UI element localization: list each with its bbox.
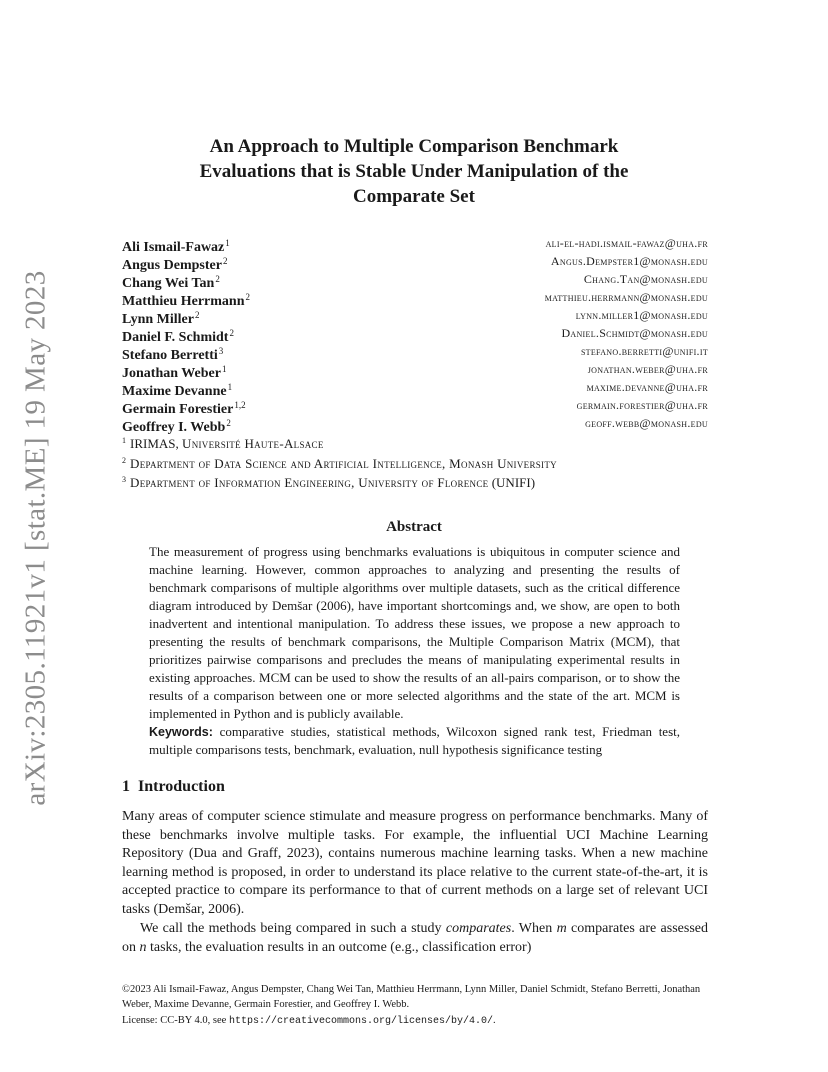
author-email[interactable]: stefano.berretti@unifi.it xyxy=(580,344,708,358)
paper-title xyxy=(120,134,708,209)
keywords-label: Keywords: xyxy=(149,725,213,739)
keywords xyxy=(149,723,680,759)
author-row xyxy=(122,234,708,255)
author-name: Angus Dempster$^2$ xyxy=(122,256,228,273)
keywords-text: comparative studies, statistical methods, Wilcoxon signed rank test, Friedman test, multiple comparisons tests, benchmark, evaluation, null hypothesis significance testing xyxy=(149,724,680,757)
author-row xyxy=(122,342,708,363)
affiliation-2: $^2$ Department of Data Science and Artificial Intelligence, Monash University xyxy=(122,456,557,471)
author-name: Chang Wei Tan$^2$ xyxy=(122,274,220,291)
author-affil-sup: 2 xyxy=(226,418,231,428)
section-title: Introduction xyxy=(138,778,225,795)
section-heading xyxy=(122,778,225,796)
author-affil-sup: 2 xyxy=(229,328,234,338)
author-email[interactable]: lynn.miller1@monash.edu xyxy=(575,308,708,322)
section-number: 1 xyxy=(122,778,130,795)
author-affil-sup: 2 xyxy=(215,274,220,284)
intro-paragraph-2: We call the methods being compared in such a study comparates. When m comparates are assessed on n tasks, the evaluation results in an outcome (e.g., classification error) xyxy=(122,921,708,955)
author-name: Lynn Miller$^2$ xyxy=(122,310,200,327)
author-name: Geoffrey I. Webb$^2$ xyxy=(122,418,231,435)
author-name: Maxime Devanne$^1$ xyxy=(122,382,233,399)
author-affil-sup: 1 xyxy=(221,364,227,374)
author-affil-sup: 3 xyxy=(218,346,224,356)
author-email[interactable]: germain.forestier@uha.fr xyxy=(576,398,708,412)
title-line-1: An Approach to Multiple Comparison Benchmark xyxy=(209,136,619,157)
abstract-body: The measurement of progress using benchmarks evaluations is ubiquitous in computer science and machine learning. However, common approaches to analyzing and presenting the results of benchmark comparisons of multiple algorithms over multiple datasets, such as the critical difference diagram introduced by Demšar (2006), have important shortcomings and, we show, are open to both inadvertent and intentional manipulation. To address these issues, we propose a new approach to presenting the results of benchmark comparisons, the Multiple Comparison Matrix (MCM), that prioritizes pairwise comparisons and precludes the means of manipulating experimental results in existing approaches. MCM can be used to show the results of an all-pairs comparison, or to show the results of a comparison between one or more selected algorithms and the state of the art. MCM is implemented in Python and is publicly available. xyxy=(149,544,680,721)
author-name: Daniel F. Schmidt$^2$ xyxy=(122,328,234,345)
author-affil-sup: 2 xyxy=(222,256,228,266)
author-affil-sup: 1,2 xyxy=(234,400,246,410)
author-name: Ali Ismail-Fawaz$^1$ xyxy=(122,238,230,255)
intro-paragraph-1: Many areas of computer science stimulate and measure progress on performance benchmarks. Many of these benchmarks involve multiple tasks. For example, the influential UCI Machine Learning Repository (Dua and Graff, 2023), contains numerous machine learning tasks. When a new machine learning method is proposed, in order to understand its place relative to the current state-of-the-art, it is accepted practice to compare its performance to that of current methods on a large set of relevant UCI tasks (Demšar, 2006). xyxy=(122,809,708,917)
author-row xyxy=(122,270,708,291)
author-row xyxy=(122,396,708,417)
author-name: Stefano Berretti$^3$ xyxy=(122,346,224,363)
author-email[interactable]: Angus.Dempster1@monash.edu xyxy=(550,254,708,268)
author-email[interactable]: jonathan.weber@uha.fr xyxy=(587,362,708,376)
author-row xyxy=(122,360,708,381)
title-line-3: Comparate Set xyxy=(353,186,475,207)
copyright-notice: ©2023 Ali Ismail-Fawaz, Angus Dempster, Chang Wei Tan, Matthieu Herrmann, Lynn Miller, Daniel Schmidt, Stefano Berretti, Jonathan Weber, Maxime Devanne, Germain Forestier, and Geoffrey I. Webb. xyxy=(122,984,701,1010)
title-line-2: Evaluations that is Stable Under Manipulation of the xyxy=(199,161,629,182)
author-email[interactable]: geoff.webb@monash.edu xyxy=(585,416,708,430)
author-email[interactable]: maxime.devanne@uha.fr xyxy=(586,380,708,394)
author-row xyxy=(122,414,708,435)
author-email[interactable]: matthieu.herrmann@monash.edu xyxy=(544,290,708,304)
author-name: Matthieu Herrmann$^2$ xyxy=(122,292,250,309)
author-email[interactable]: ali-el-hadi.ismail-fawaz@uha.fr xyxy=(545,236,708,250)
arxiv-stamp-text: arXiv:2305.11921v1 [stat.ME] 19 May 2023 xyxy=(19,270,52,806)
author-email[interactable]: Chang.Tan@monash.edu xyxy=(583,272,708,286)
author-affil-sup: 2 xyxy=(194,310,200,320)
author-row xyxy=(122,378,708,399)
author-affil-sup: 1 xyxy=(225,238,230,248)
license-notice: License: CC-BY 4.0, see https://creativecommons.org/licenses/by/4.0/. xyxy=(122,1015,496,1027)
license-link[interactable]: https://creativecommons.org/licenses/by/4.0/ xyxy=(228,1016,493,1027)
author-row xyxy=(122,252,708,273)
author-affil-sup: 2 xyxy=(245,292,250,302)
author-affil-sup: 1 xyxy=(227,382,233,392)
author-email[interactable]: Daniel.Schmidt@monash.edu xyxy=(561,326,708,340)
abstract-heading: Abstract xyxy=(386,519,442,535)
affiliation-3: $^3$ Department of Information Engineering, University of Florence (UNIFI) xyxy=(122,475,536,490)
author-row xyxy=(122,306,708,327)
author-row xyxy=(122,324,708,345)
author-name: Germain Forestier$^{1,2}$ xyxy=(122,400,246,417)
author-row xyxy=(122,288,708,309)
author-name: Jonathan Weber$^1$ xyxy=(122,364,227,381)
affiliation-1: $^1$ IRIMAS, Université Haute-Alsace xyxy=(122,436,324,451)
